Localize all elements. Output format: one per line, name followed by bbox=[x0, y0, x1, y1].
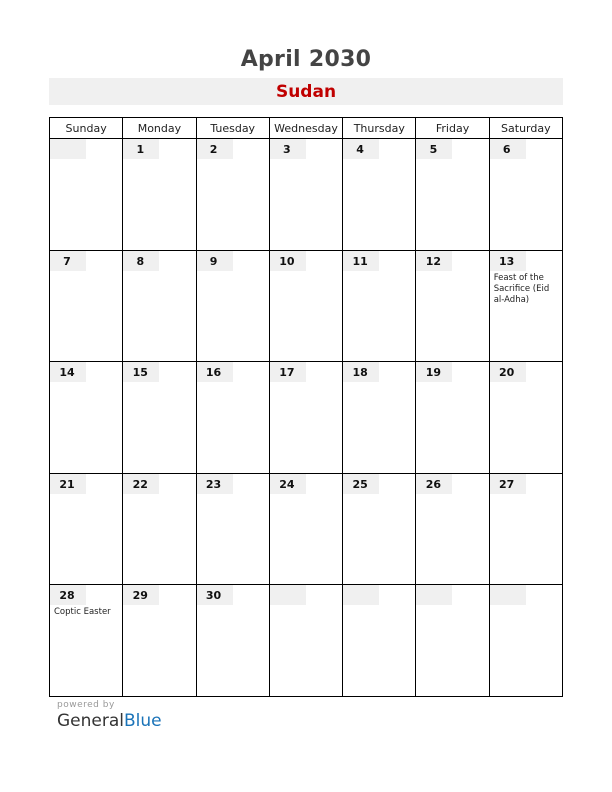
day-number: 18 bbox=[343, 362, 379, 382]
day-number: 27 bbox=[490, 474, 526, 494]
day-cell[interactable] bbox=[343, 473, 416, 585]
weekday-saturday: Saturday bbox=[489, 118, 562, 139]
day-number: 5 bbox=[416, 139, 452, 159]
day-cell[interactable] bbox=[123, 362, 196, 474]
brand-general: General bbox=[57, 711, 124, 731]
holiday-label: Coptic Easter bbox=[54, 607, 111, 618]
day-cell[interactable] bbox=[50, 585, 123, 697]
day-number bbox=[343, 585, 379, 605]
day-cell[interactable] bbox=[343, 139, 416, 251]
weekday-tuesday: Tuesday bbox=[196, 118, 269, 139]
day-cell[interactable] bbox=[196, 585, 269, 697]
weekday-sunday: Sunday bbox=[50, 118, 123, 139]
day-cell[interactable] bbox=[489, 139, 562, 251]
day-number: 24 bbox=[270, 474, 306, 494]
country-name: Sudan bbox=[275, 82, 337, 102]
day-cell[interactable] bbox=[123, 473, 196, 585]
day-number: 12 bbox=[416, 251, 452, 271]
week-row bbox=[50, 139, 563, 251]
day-cell[interactable] bbox=[416, 473, 489, 585]
day-number: 16 bbox=[197, 362, 233, 382]
brand-blue: Blue bbox=[124, 711, 162, 731]
day-number: 23 bbox=[197, 474, 233, 494]
day-cell[interactable] bbox=[489, 250, 562, 362]
day-cell[interactable] bbox=[196, 250, 269, 362]
day-number bbox=[50, 139, 86, 159]
day-number: 1 bbox=[123, 139, 159, 159]
day-cell[interactable] bbox=[123, 250, 196, 362]
weekday-friday: Friday bbox=[416, 118, 489, 139]
day-cell[interactable] bbox=[50, 250, 123, 362]
day-cell[interactable] bbox=[50, 362, 123, 474]
day-number: 29 bbox=[123, 585, 159, 605]
day-number: 8 bbox=[123, 251, 159, 271]
day-cell[interactable] bbox=[269, 585, 342, 697]
day-number: 22 bbox=[123, 474, 159, 494]
day-number: 11 bbox=[343, 251, 379, 271]
day-number bbox=[416, 585, 452, 605]
day-cell[interactable] bbox=[269, 139, 342, 251]
day-number: 20 bbox=[490, 362, 526, 382]
day-cell[interactable] bbox=[416, 362, 489, 474]
day-cell[interactable] bbox=[50, 473, 123, 585]
day-number: 10 bbox=[270, 251, 306, 271]
week-row bbox=[50, 250, 563, 362]
weekday-monday: Monday bbox=[123, 118, 196, 139]
day-cell[interactable] bbox=[489, 473, 562, 585]
country-banner bbox=[49, 78, 563, 105]
week-row bbox=[50, 362, 563, 474]
week-row bbox=[50, 473, 563, 585]
day-number: 4 bbox=[343, 139, 379, 159]
day-number: 13 bbox=[490, 251, 526, 271]
weekday-thursday: Thursday bbox=[343, 118, 416, 139]
day-number: 6 bbox=[490, 139, 526, 159]
calendar-grid bbox=[49, 117, 563, 697]
day-number bbox=[270, 585, 306, 605]
day-cell[interactable] bbox=[489, 585, 562, 697]
holiday-label: Feast of the Sacrifice (Eid al-Adha) bbox=[493, 272, 550, 305]
weekday-header-row bbox=[50, 118, 563, 139]
day-number: 9 bbox=[197, 251, 233, 271]
day-number: 2 bbox=[197, 139, 233, 159]
day-cell[interactable] bbox=[416, 585, 489, 697]
day-cell[interactable] bbox=[269, 473, 342, 585]
day-number: 15 bbox=[123, 362, 159, 382]
day-cell[interactable] bbox=[269, 362, 342, 474]
day-cell[interactable] bbox=[196, 473, 269, 585]
day-cell[interactable] bbox=[489, 362, 562, 474]
powered-by-label: powered by bbox=[57, 700, 115, 710]
day-number: 26 bbox=[416, 474, 452, 494]
day-cell[interactable] bbox=[416, 139, 489, 251]
generalblue-logo[interactable] bbox=[57, 711, 162, 731]
day-cell[interactable] bbox=[196, 139, 269, 251]
day-number: 30 bbox=[197, 585, 233, 605]
day-cell[interactable] bbox=[416, 250, 489, 362]
day-cell[interactable] bbox=[343, 585, 416, 697]
footer bbox=[57, 700, 162, 731]
day-number: 14 bbox=[50, 362, 86, 382]
day-cell[interactable] bbox=[123, 585, 196, 697]
day-cell[interactable] bbox=[123, 139, 196, 251]
weekday-wednesday: Wednesday bbox=[269, 118, 342, 139]
day-number bbox=[490, 585, 526, 605]
day-cell[interactable] bbox=[343, 362, 416, 474]
day-number: 25 bbox=[343, 474, 379, 494]
day-number: 17 bbox=[270, 362, 306, 382]
day-number: 21 bbox=[50, 474, 86, 494]
day-cell[interactable] bbox=[343, 250, 416, 362]
day-number: 3 bbox=[270, 139, 306, 159]
page-title: April 2030 bbox=[240, 47, 372, 72]
day-cell[interactable] bbox=[196, 362, 269, 474]
day-number: 19 bbox=[416, 362, 452, 382]
day-cell[interactable] bbox=[269, 250, 342, 362]
week-row bbox=[50, 585, 563, 697]
day-number: 28 bbox=[50, 585, 86, 605]
day-cell[interactable] bbox=[50, 139, 123, 251]
day-number: 7 bbox=[50, 251, 86, 271]
